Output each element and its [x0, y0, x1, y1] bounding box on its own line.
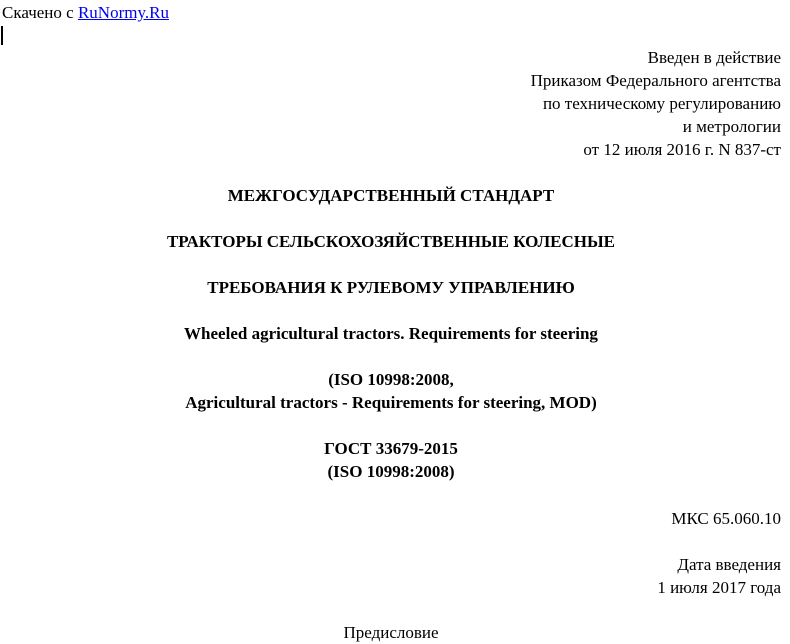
intro-date-value: 1 июля 2017 года [657, 578, 781, 597]
gost-iso-number: (ISO 10998:2008) [327, 462, 455, 481]
source-line [2, 3, 169, 23]
source-link[interactable]: RuNormy.Ru [77, 3, 169, 22]
iso-reference [0, 368, 782, 414]
enactment-line: и метрологии [682, 117, 781, 136]
text-cursor [1, 26, 3, 45]
enactment-line: Введен в действие [647, 48, 781, 67]
title-ru-line1: ТРАКТОРЫ СЕЛЬСКОХОЗЯЙСТВЕННЫЕ КОЛЕСНЫЕ [166, 232, 616, 251]
title-en: Wheeled agricultural tractors. Requirements for steering [184, 324, 598, 343]
iso-reference-line2: Agricultural tractors - Requirements for steering, MOD) [185, 393, 597, 412]
intro-date-label: Дата введения [677, 555, 781, 574]
preface-heading: Предисловие [343, 623, 439, 642]
standard-type-heading: МЕЖГОСУДАРСТВЕННЫЙ СТАНДАРТ [227, 186, 555, 205]
iso-reference-line1: (ISO 10998:2008, [328, 370, 454, 389]
title-ru-line2: ТРЕБОВАНИЯ К РУЛЕВОМУ УПРАВЛЕНИЮ [207, 278, 575, 297]
enactment-line: Приказом Федерального агентства [530, 71, 781, 90]
gost-number: ГОСТ 33679-2015 [324, 439, 458, 458]
enactment-line: по техническому регулированию [542, 94, 781, 113]
intro-date-block [657, 553, 781, 599]
source-prefix: Скачено с [2, 3, 78, 22]
enactment-line: от 12 июля 2016 г. N 837-ст [583, 140, 781, 159]
gost-designation [0, 437, 782, 483]
mks-value: МКС 65.060.10 [671, 509, 781, 528]
enactment-block [531, 46, 781, 161]
mks-code [671, 507, 781, 530]
